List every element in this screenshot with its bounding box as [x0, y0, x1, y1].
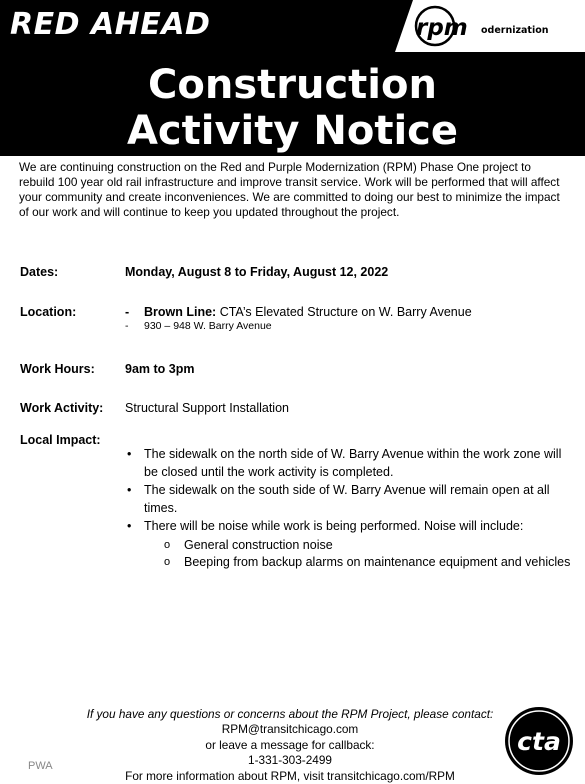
notice-header	[0, 0, 585, 156]
pwa-mark: PWA	[28, 760, 53, 772]
contact-question: If you have any questions or concerns about the RPM Project, please contact:	[86, 707, 494, 721]
more-info-link[interactable]: For more information about RPM, visit transitchicago.com/RPM	[125, 768, 455, 783]
cta-logo-text: cta	[517, 727, 561, 756]
bullet-icon: •	[127, 483, 132, 497]
notice-title-line-1: Construction	[148, 62, 437, 108]
location-label: Location:	[20, 305, 77, 319]
address-text: 930 – 948 W. Barry Avenue	[144, 320, 272, 332]
work-hours-label: Work Hours:	[20, 362, 95, 376]
contact-email[interactable]: RPM@transitchicago.com	[221, 722, 359, 737]
local-impact-label: Local Impact:	[20, 433, 101, 447]
red-ahead-brand: RED AHEAD	[10, 7, 211, 42]
bullet-icon: •	[127, 447, 132, 461]
location-line-desc: CTA’s Elevated Structure on W. Barry Avenue	[216, 305, 472, 319]
dates-label: Dates:	[20, 265, 59, 279]
impact-item-text: The sidewalk on the north side of W. Barry Avenue within the work zone will be closed until the work activity is completed.	[144, 447, 562, 479]
impact-sub-item-text: Beeping from backup alarms on maintenance equipment and vehicles	[184, 555, 571, 569]
contact-footer	[60, 707, 520, 784]
impact-item-text: The sidewalk on the south side of W. Barry Avenue will remain open at all times.	[144, 483, 550, 515]
local-impact-list	[122, 446, 572, 572]
circle-bullet-icon: o	[164, 556, 171, 568]
address-dash: -	[125, 320, 129, 332]
impact-sub-item	[122, 554, 572, 572]
location-line-name: Brown Line:	[144, 305, 217, 319]
impact-item	[122, 446, 572, 481]
work-activity-label: Work Activity:	[20, 401, 104, 415]
contact-message: or leave a message for callback:	[205, 737, 375, 752]
impact-sub-item-text: General construction noise	[184, 537, 333, 552]
bullet-icon: •	[127, 519, 132, 533]
location-dash: -	[125, 305, 130, 319]
intro-paragraph: We are continuing construction on the Red and Purple Modernization (RPM) Phase One project to rebuild 100 year old rail infrastructure and improve transit service. Work will be performed that will affect your community and create inconveniences. We are committed to doing our best to minimize the impact of our work and will continue to keep you updated throughout the project.	[19, 160, 560, 219]
circle-bullet-icon: o	[164, 538, 171, 551]
rpm-logo-text: rpm	[416, 15, 468, 41]
impact-item	[122, 482, 572, 517]
work-hours-value: 9am to 3pm	[125, 362, 195, 376]
impact-sub-item	[122, 537, 572, 555]
rpm-modernization-logo	[395, 0, 585, 52]
location-value	[125, 305, 472, 319]
dates-value: Monday, August 8 to Friday, August 12, 2022	[125, 265, 389, 279]
cta-logo	[504, 706, 574, 776]
notice-title-line-2: Activity Notice	[126, 108, 459, 154]
work-activity-value: Structural Support Installation	[125, 401, 289, 415]
impact-item-text: There will be noise while work is being performed. Noise will include:	[144, 519, 524, 533]
location-address	[125, 320, 272, 332]
impact-item	[122, 518, 572, 536]
rpm-logo-suffix: odernization	[481, 25, 549, 36]
contact-phone: 1-331-303-2499	[248, 753, 332, 768]
